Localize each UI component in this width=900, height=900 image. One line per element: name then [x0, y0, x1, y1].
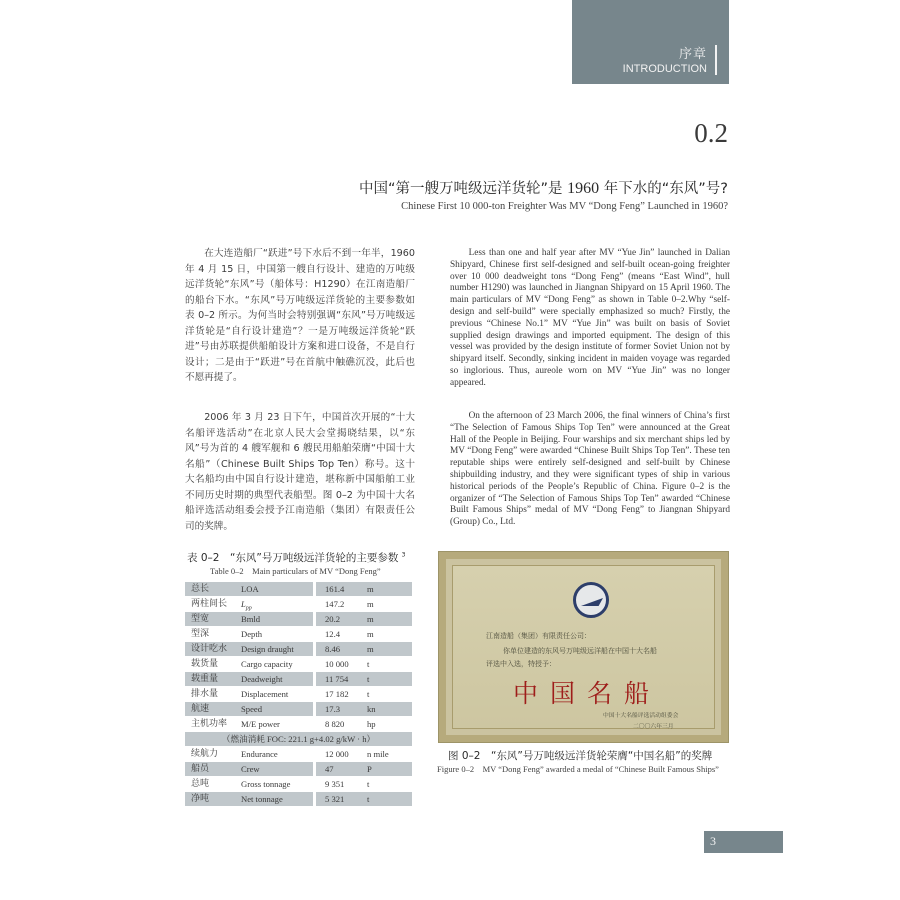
param-name-cn: 主机功率 [191, 719, 228, 729]
param-name-cn: 两柱间长 [191, 599, 228, 609]
param-unit: t [367, 794, 370, 804]
medal-date: 二〇〇六年三月 [633, 724, 674, 730]
table-row [185, 582, 412, 597]
param-name-en: Bmld [241, 614, 261, 624]
section-title-en: Chinese First 10 000-ton Freighter Was MV “Dong Feng” Launched in 1960? [401, 201, 728, 212]
table-row [185, 672, 412, 687]
param-name-cn: 载货量 [191, 659, 219, 669]
param-name-en: Design draught [241, 644, 294, 654]
table-row-foc-note [185, 732, 412, 747]
param-unit: hp [367, 719, 376, 729]
param-value: 12 000 [325, 749, 349, 759]
table-row [185, 762, 412, 777]
chapter-title-cn: 序章 [678, 47, 707, 62]
param-unit: m [367, 614, 374, 624]
table-row [185, 702, 412, 717]
param-value: 8 820 [325, 719, 345, 729]
paragraph-1-en: Less than one and half year after MV “Yue Jin” launched in Dalian Shipyard, Chinese first self-designed and self-built ocean-going freighter over 10 000 deadweight tons “Dong Feng” (means “East Wind”, hull number H1290) was launched in Jiangnan Shipyard on 15 April 1960. The main particulars of MV “Dong Feng” as shown in Table 0–2.Why “self-design and self-build” were specially emphasized so much? Firstly, the previous “Chinese No.1” MV “Yue Jin” was built on basis of Soviet supplied design drawings and imported equipment. The design of this vessel was provided by the design institute of former Soviet Union not by shipyard itself. Secondly, sinking incident in maiden voyage was regarded so inglorious. Thus, aureole worn on MV “Yue Jin” was no longer appeared. [450, 248, 730, 388]
table-row [185, 657, 412, 672]
param-name-en: Gross tonnage [241, 779, 291, 789]
param-name-en: Deadweight [241, 674, 283, 684]
paragraph-1-cn: 在大连造船厂“跃进”号下水后不到一年半，1960 年 4 月 15 日，中国第一艘自行设计、建造的万吨级远洋货轮“东风”号（船体号：H1290）在江南造船厂的船台下水。“东风”号万吨级远洋货轮的主要参数如表 0–2 所示。为何当时会特别强调“东风”号万吨级远洋货轮是“自行设计建造”？一是万吨级远洋货轮“跃进”号由苏联提供船舶设计方案和进口设备，不是自行设计；二是由于“跃进”号在首航中触礁沉没，此后也不愿再提了。 [185, 248, 415, 383]
header-divider [715, 45, 717, 75]
param-value: 161.4 [325, 584, 345, 594]
table-row [185, 717, 412, 732]
paragraph-2-cn: 2006 年 3 月 23 日下午，中国首次开展的“十大名船评选活动”在北京人民大会堂揭晓结果，以“东风”号为首的 4 艘军舰和 6 艘民用船舶荣膺“中国十大名船”（Chinese Built Ships Top Ten）称号。这十大名船均由中国自行设计建造，堪称新中国船舶工业不同历史时期的典型代表船型。图 0–2 为中国十大名船评选活动组委会授予江南造船（集团）有限责任公司的奖牌。 [185, 412, 415, 532]
page-number-block [704, 831, 783, 853]
chapter-header [572, 0, 729, 84]
param-name-cn: 续航力 [191, 749, 219, 759]
title-prefix: 中国“第一艘万吨级远洋货轮”是 [359, 181, 568, 197]
param-value: 20.2 [325, 614, 341, 624]
param-value: 8.46 [325, 644, 341, 654]
param-value: 147.2 [325, 599, 345, 609]
title-suffix: 年下水的“东风”号? [599, 181, 728, 197]
param-name-cn: 设计吃水 [191, 644, 228, 654]
table-caption-text: 表 0–2 “东风”号万吨级远洋货轮的主要参数 [187, 552, 399, 564]
param-value: 9 351 [325, 779, 345, 789]
table-row [185, 747, 412, 762]
table-row [185, 642, 412, 657]
param-name-cn: 排水量 [191, 689, 219, 699]
paragraph-2-en: On the afternoon of 23 March 2006, the final winners of China’s first “The Selection of Famous Ships Top Ten” were announced at the Great Hall of the People in Beijing. Four warships and six merchant ships led by MV “Dong Feng” were awarded “Chinese Built Ships Top Ten”. These ten reputable ships were entirely self-designed and self-built by Chinese shipbuilding industry, and they were significant types of ship in various historical periods of the People’s Republic of China. Figure 0–2 is the organizer of “The Selection of Famous Ships Top Ten” awarded “Chinese Built Famous Ships” medal of MV “Dong Feng” to Jiangnan Shipyard (Group) Co., Ltd. [450, 411, 730, 528]
param-name-en: Net tonnage [241, 794, 283, 804]
medal-recipient: 江南造船（集团）有限责任公司： [486, 632, 591, 640]
param-unit: t [367, 659, 370, 669]
param-value: 17.3 [325, 704, 341, 714]
foc-note: （燃油消耗 FOC: 221.1 g+4.02 g/kW · h） [185, 732, 412, 746]
param-unit: m [367, 599, 374, 609]
param-name-cn: 总长 [191, 584, 210, 594]
section-number: 0.2 [694, 118, 728, 148]
title-year: 1960 [567, 180, 600, 197]
param-name-en: Depth [241, 629, 263, 639]
table-row [185, 687, 412, 702]
medal-photo [439, 552, 728, 742]
param-name-en: Crew [241, 764, 260, 774]
medal-title: 中国名船 [513, 679, 662, 708]
param-name-en: Cargo capacity [241, 659, 293, 669]
param-unit: m [367, 629, 374, 639]
param-value: 12.4 [325, 629, 341, 639]
footnote-ref: 3 [401, 551, 406, 559]
param-name-cn: 型宽 [191, 614, 210, 624]
figure-caption-cn: 图 0–2 “东风”号万吨级远洋货轮荣膺“中国名船”的奖牌 [448, 750, 713, 762]
param-name-en: LOA [241, 584, 259, 594]
param-symbol: L [241, 599, 246, 609]
param-unit: m [367, 644, 374, 654]
chapter-title-en: INTRODUCTION [622, 63, 707, 75]
param-unit: t [367, 779, 370, 789]
table-row [185, 627, 412, 642]
particulars-table [185, 582, 412, 807]
page-number: 3 [710, 834, 716, 848]
param-unit: P [367, 764, 372, 774]
param-name-cn: 总吨 [191, 779, 210, 789]
param-name-cn: 船员 [191, 764, 210, 774]
param-subscript: pp [245, 605, 252, 612]
param-unit: m [367, 584, 374, 594]
param-name-cn: 净吨 [191, 794, 210, 804]
param-name-en: Endurance [241, 749, 278, 759]
param-name-en: Displacement [241, 689, 289, 699]
ship-emblem-icon [573, 582, 609, 618]
figure-caption-en: Figure 0–2 MV “Dong Feng” awarded a medal of “Chinese Built Famous Ships” [437, 764, 719, 774]
table-caption-en: Table 0–2 Main particulars of MV “Dong Feng” [210, 566, 381, 576]
table-row [185, 777, 412, 792]
param-unit: t [367, 689, 370, 699]
param-value: 11 754 [325, 674, 349, 684]
table-row [185, 612, 412, 627]
param-unit: t [367, 674, 370, 684]
param-unit: n mile [367, 749, 389, 759]
medal-plaque [452, 565, 715, 729]
param-value: 5 321 [325, 794, 345, 804]
param-name-en: M/E power [241, 719, 280, 729]
param-value: 17 182 [325, 689, 349, 699]
param-name-cn: 航速 [191, 704, 210, 714]
ship-icon [581, 598, 603, 606]
section-title-cn [359, 177, 728, 198]
table-caption-cn [187, 550, 406, 565]
medal-body-line2: 评选中入选，特授予： [486, 660, 556, 668]
param-name-cn: 载重量 [191, 674, 219, 684]
medal-body-line1: 你单位建造的东风号万吨级远洋船在中国十大名船 [503, 647, 657, 655]
param-name-en: Speed [241, 704, 263, 714]
param-unit: kn [367, 704, 376, 714]
table-row [185, 792, 412, 807]
param-value: 47 [325, 764, 334, 774]
medal-organizer: 中国十大名船评选活动组委会 [603, 713, 679, 719]
param-value: 10 000 [325, 659, 349, 669]
table-row [185, 597, 412, 612]
param-name-cn: 型深 [191, 629, 210, 639]
